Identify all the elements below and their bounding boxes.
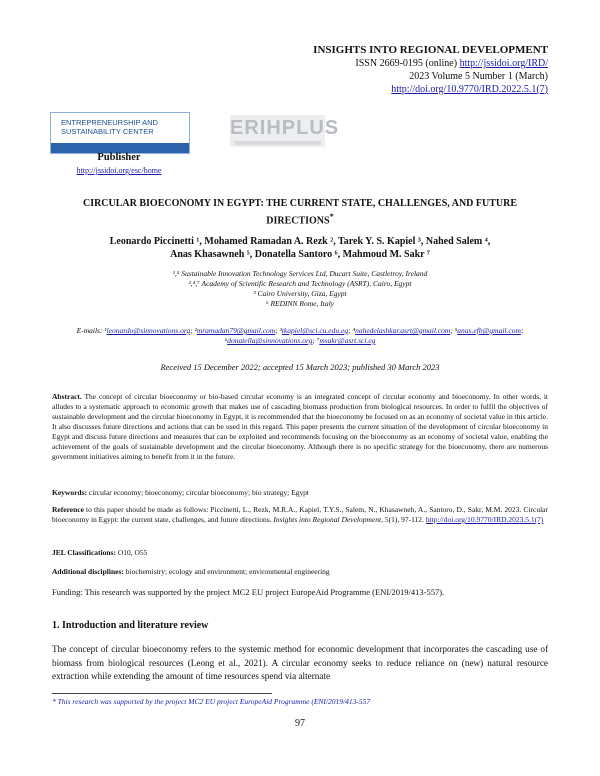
email-sep-7: ; ⁷ (312, 336, 320, 345)
journal-url-link[interactable]: http://jssidoi.org/IRD/ (459, 58, 548, 69)
journal-header (313, 44, 548, 96)
reference (52, 505, 548, 525)
email-sep-2: ; ² (190, 326, 197, 335)
footnote-rule (52, 693, 272, 694)
footnote: * This research was supported by the project MC2 EU project EuropeAid Programme (ENI/2019/413-557 (52, 697, 371, 706)
affiliation-2: ²,⁴,⁷ Academy of Scientific Research and Technology (ASRT), Cairo, Egypt (188, 279, 412, 288)
email-sep-6: ; ⁶ (224, 326, 524, 345)
erihplus-text: ERIHPLUS (230, 117, 340, 139)
reference-text: to this paper should be made as follows: Piccinetti, L., Rezk, M.R.A., Kapiel, T.Y.S., Salem, N., Khasawneh, A., Santoro, D., Sakr, M.M. 2023. Circular bioeconomy in Egypt: the current state, challenges, and future directions. (52, 505, 548, 524)
email-link-2[interactable]: mramadan79@gmail.com (196, 326, 276, 335)
jel-text: O10, O55 (115, 548, 148, 557)
additional-disciplines (52, 567, 548, 577)
publisher-label: Publisher (97, 152, 141, 163)
email-sep-5: ; ⁵ (450, 326, 458, 335)
erihplus-subbar (234, 141, 321, 145)
affiliation-1: ¹,⁵ Sustainable Innovation Technology Services Ltd, Ducart Suite, Castletroy, Ireland (172, 269, 428, 278)
emails (45, 326, 555, 346)
issn-text: ISSN 2669-0195 (online) (355, 58, 460, 69)
abstract-label: Abstract. (52, 392, 82, 401)
affiliations (60, 269, 540, 309)
jel-label: JEL Classifications: (52, 548, 116, 557)
keywords-label: Keywords: (52, 488, 87, 497)
journal-title: INSIGHTS INTO REGIONAL DEVELOPMENT (313, 44, 548, 56)
paper-title-text: CIRCULAR BIOECONOMY IN EGYPT: THE CURRENT STATE, CHALLENGES, AND FUTURE DIRECTIONS (82, 198, 518, 226)
authors-line-1: Leonardo Piccinetti ¹, Mohamed Ramadan A. Rezk ², Tarek Y. S. Kapiel ³, Nahed Salem ⁴, (109, 236, 491, 247)
email-link-5[interactable]: anas.efb@gmail.com (457, 326, 521, 335)
reference-journal: Insights into Regional Development (273, 515, 382, 524)
publisher-logo (50, 112, 190, 154)
logo-line-1: ENTREPRENEURSHIP AND (61, 118, 158, 127)
paper-title (60, 198, 540, 227)
email-sep-3: ; ³ (275, 326, 282, 335)
abstract (52, 392, 548, 462)
keywords-text: circular economy; bioeconomy; circular bioeconomy; bio strategy; Egypt (87, 488, 310, 497)
keywords (52, 488, 548, 498)
affiliation-4: ⁶ REDINN Rome, Italy (265, 299, 334, 308)
publisher-url-link[interactable]: http://jssidoi.org/esc/home (76, 166, 162, 175)
disciplines-label: Additional disciplines: (52, 567, 124, 576)
affiliation-3: ³ Cairo University, Giza, Egypt (253, 289, 347, 298)
jel-classifications (52, 548, 548, 558)
disciplines-text: biochemistry; ecology and environment; environmental engineering (123, 567, 330, 576)
reference-doi-link[interactable]: http://doi.org/10.9770/IRD.2023.5.1(7) (425, 515, 544, 524)
section-body: The concept of circular bioeconomy refers to the systemic method for economic development that incorporates the cascading use of biomass from biological resources (Leong et al., 2021). A circular economy seeks to reduce reliance on (new) natural resource extraction while extending the amount of time resources spend via alternate (52, 644, 548, 681)
email-link-7[interactable]: msakr@asrt.sci.eg (319, 336, 376, 345)
page-number: 97 (295, 718, 305, 729)
logo-line-2: SUSTAINABILITY CENTER (61, 127, 154, 136)
email-link-3[interactable]: tkapiel@sci.cu.edu.eg (281, 326, 349, 335)
abstract-text: The concept of circular bioeconomy or bio-based circular economy is an integrated concept of circular economy and bioeconomy. In other words, it alludes to a systematic approach to economic growth that makes use of cascading biomass production from biological resources. In order to fulfil the objectives of sustainable development and the circular bioeconomy in Egypt, it is recommended that the bioeconomy be focused on as an economy of societal value in this article. It also discusses future directions and actions that can be used in this regard. This paper presents the current situation of the development of circular bioeconomy in Egypt and discuss future directions and measures that can be exploited and recommends focusing on the bioeconomy as an economy of societal value, enabling the achievement of the goals of sustainable development and the circular bioeconomy. Although there is no specific strategy for the bioeconomy, there are numerous government initiatives aiming to benefit from it in the future. (52, 392, 548, 461)
journal-doi-link[interactable]: http://doi.org/10.9770/IRD.2022.5.1(7) (391, 84, 548, 95)
reference-label: Reference (52, 505, 84, 514)
email-link-1[interactable]: leonardo@sinnovations.org (106, 326, 191, 335)
reference-pages: , 5(1), 97-112. (381, 515, 426, 524)
funding: Funding: This research was supported by the project MC2 EU project EuropeAid Programme (ENI/2019/413-557). (52, 587, 445, 597)
authors-line-2: Anas Khasawneh ⁵, Donatella Santoro ⁶, Mahmoud M. Sakr ⁷ (170, 249, 430, 260)
journal-volume: 2023 Volume 5 Number 1 (March) (409, 71, 548, 82)
received-dates: Received 15 December 2022; accepted 15 March 2023; published 30 March 2023 (160, 362, 440, 372)
authors (60, 235, 540, 261)
erihplus-logo (230, 115, 340, 147)
email-link-6[interactable]: donatella@sinnovations.org (227, 336, 313, 345)
title-footnote-mark: * (329, 211, 334, 221)
section-heading: 1. Introduction and literature review (52, 620, 209, 631)
journal-issn (313, 57, 548, 70)
email-link-4[interactable]: nahedelashkar.asrt@gmail.com (355, 326, 451, 335)
email-sep-4: ; ⁴ (348, 326, 356, 335)
emails-label: E-mails: ¹ (76, 326, 107, 335)
